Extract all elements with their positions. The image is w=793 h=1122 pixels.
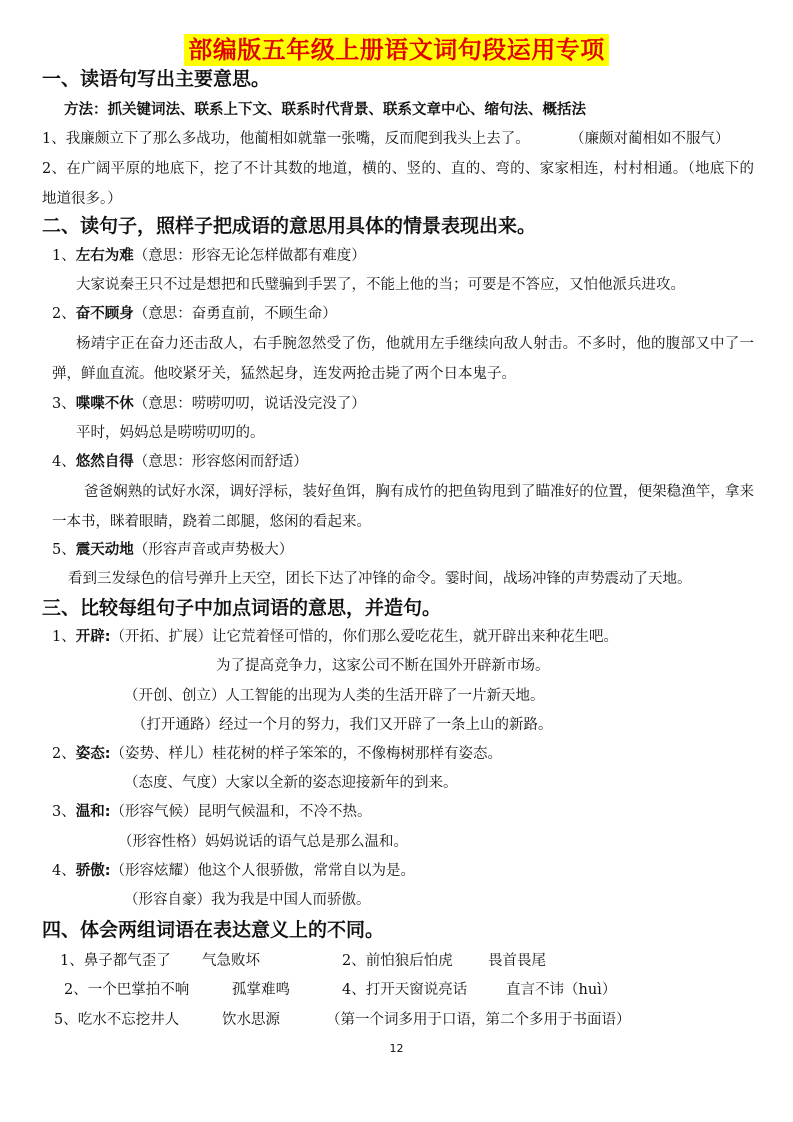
s3-item-4-word: 骄傲: — [75, 863, 111, 879]
s2-item-4-num: 4、 — [52, 454, 76, 470]
s4-row-1-col-2: 气急败坏 — [202, 953, 260, 969]
s2-item-3-example: 平时，妈妈总是唠唠叨叨的。 — [76, 425, 265, 441]
s4-row-1-col-4: 畏首畏尾 — [488, 953, 546, 969]
s4-row-3-col-2: 饮水思源 — [222, 1012, 280, 1028]
s2-item-2-meaning: （意思：奋勇直前，不顾生命） — [133, 306, 337, 322]
s2-item-1-example: 大家说秦王只不过是想把和氏璧骗到手罢了，不能上他的当；可要是不答应，又怕他派兵进攻。 — [76, 277, 685, 293]
s2-item-2-word: 奋不顾身 — [75, 306, 134, 322]
s3-item-3-row-2: （形容性格）妈妈说话的语气总是那么温和。 — [118, 834, 408, 850]
title-block — [0, 34, 793, 66]
s3-item-3-num: 3、 — [52, 804, 76, 820]
s3-item-1-row-1-text: （开拓、扩展）让它荒着怪可惜的，你们那么爱吃花生，就开辟出来种花生吧。 — [110, 629, 619, 645]
s4-row-2-col-1: 2、一个巴掌拍不响 — [64, 982, 190, 998]
s2-item-3-num: 3、 — [52, 396, 76, 412]
s3-item-4-row-1 — [52, 860, 415, 882]
section-3-heading: 三、比较每组句子中加点词语的意思，并造句。 — [42, 597, 442, 619]
s2-item-2-example: 杨靖宇正在奋力还击敌人，右手腕忽然受了伤，他就用左手继续向敌人射击。不多时，他的腹部又中了一弹，鲜血直流。他咬紧牙关，猛然起身，连发两抢击毙了两个日本鬼子。 — [52, 336, 754, 382]
s2-item-5-meaning: （形容声音或声势极大） — [133, 542, 294, 558]
s2-item-5-num: 5、 — [52, 542, 76, 558]
s4-row-2-col-4: 直言不讳（huì） — [506, 982, 617, 998]
s2-item-3-word: 喋喋不休 — [75, 396, 134, 412]
s3-item-1-num: 1、 — [52, 629, 76, 645]
s4-row-2-col-3: 4、打开天窗说亮话 — [342, 982, 468, 998]
s3-item-2-num: 2、 — [52, 746, 76, 762]
s4-row-3-col-1: 5、吃水不忘挖井人 — [54, 1012, 180, 1028]
s3-item-4-row-2: （形容自豪）我为我是中国人而骄傲。 — [124, 892, 371, 908]
s3-item-4-num: 4、 — [52, 863, 76, 879]
s3-item-1-word: 开辟: — [75, 629, 111, 645]
s2-item-2-num: 2、 — [52, 306, 76, 322]
s3-item-3-row-1 — [52, 801, 372, 823]
s2-item-4-meaning: （意思：形容悠闲而舒适） — [133, 454, 308, 470]
section-2-heading: 二、读句子，照样子把成语的意思用具体的情景表现出来。 — [42, 215, 537, 237]
section-1-heading: 一、读语句写出主要意思。 — [42, 68, 271, 90]
s2-item-2-title — [52, 303, 337, 325]
s2-item-1-num: 1、 — [52, 248, 76, 264]
s1-item-1 — [42, 128, 530, 150]
s3-item-1-row-4: （打开通路）经过一个月的努力，我们又开辟了一条上山的新路。 — [132, 717, 553, 733]
s2-item-5-example: 看到三发绿色的信号弹升上天空，团长下达了冲锋的命令。霎时间，战场冲锋的声势震动了天地。 — [68, 571, 692, 587]
s2-item-4-word: 悠然自得 — [75, 454, 134, 470]
s1-item-1-answer: （廉颇对蔺相如不服气） — [570, 131, 730, 147]
s3-item-1-row-1 — [52, 626, 618, 648]
s4-row-2-col-2: 孤掌难鸣 — [232, 982, 290, 998]
s3-item-3-word: 温和: — [75, 804, 111, 820]
s3-item-2-row-1-text: （姿势、样儿）桂花树的样子笨笨的，不像梅树那样有姿态。 — [110, 746, 503, 762]
page-number: 12 — [389, 1042, 404, 1055]
s3-item-4-row-1-text: （形容炫耀）他这个人很骄傲，常常自以为是。 — [110, 863, 416, 879]
s4-row-1-col-3: 2、前怕狼后怕虎 — [342, 953, 453, 969]
s1-item-1-text: 1、我廉颇立下了那么多战功，他蔺相如就靠一张嘴，反而爬到我头上去了。 — [42, 131, 530, 147]
s1-item-2: 2、在广阔平原的地底下，挖了不计其数的地道，横的、竖的、直的、弯的、家家相连，村村相通。（地底下的地道很多。） — [42, 161, 754, 207]
s3-item-2-row-1 — [52, 743, 502, 765]
s4-row-3-note: （第一个词多用于口语，第二个多用于书面语） — [326, 1012, 631, 1028]
s3-item-3-row-1-text: （形容气候）昆明气候温和，不冷不热。 — [110, 804, 372, 820]
s2-item-4-title — [52, 451, 308, 473]
section-1-method: 方法：抓关键词法、联系上下文、联系时代背景、联系文章中心、缩句法、概括法 — [64, 102, 586, 118]
s3-item-1-row-2: 为了提高竞争力，这家公司不断在国外开辟新市场。 — [216, 658, 550, 674]
s2-item-4-example: 爸爸娴熟的试好水深，调好浮标，装好鱼饵，胸有成竹的把鱼钩甩到了瞄准好的位置，便架稳渔竿，拿来一本书，眯着眼睛，跷着二郎腿，悠闲的看起来。 — [52, 484, 754, 530]
section-4-heading: 四、体会两组词语在表达意义上的不同。 — [42, 919, 385, 941]
s3-item-1-row-3: （开创、创立）人工智能的出现为人类的生活开辟了一片新天地。 — [124, 688, 545, 704]
s2-item-3-meaning: （意思：唠唠叨叨，说话没完没了） — [133, 396, 366, 412]
s2-item-1-title — [52, 245, 366, 267]
s2-item-5-title — [52, 539, 293, 561]
s2-item-5-word: 震天动地 — [75, 542, 134, 558]
s4-row-1-col-1: 1、鼻子都气歪了 — [60, 953, 171, 969]
s2-item-3-title — [52, 393, 366, 415]
s3-item-2-word: 姿态: — [75, 746, 111, 762]
page-title: 部编版五年级上册语文词句段运用专项 — [184, 34, 609, 66]
s3-item-2-row-2: （态度、气度）大家以全新的姿态迎接新年的到来。 — [124, 775, 458, 791]
s2-item-1-meaning: （意思：形容无论怎样做都有难度） — [133, 248, 366, 264]
s2-item-1-word: 左右为难 — [75, 248, 134, 264]
